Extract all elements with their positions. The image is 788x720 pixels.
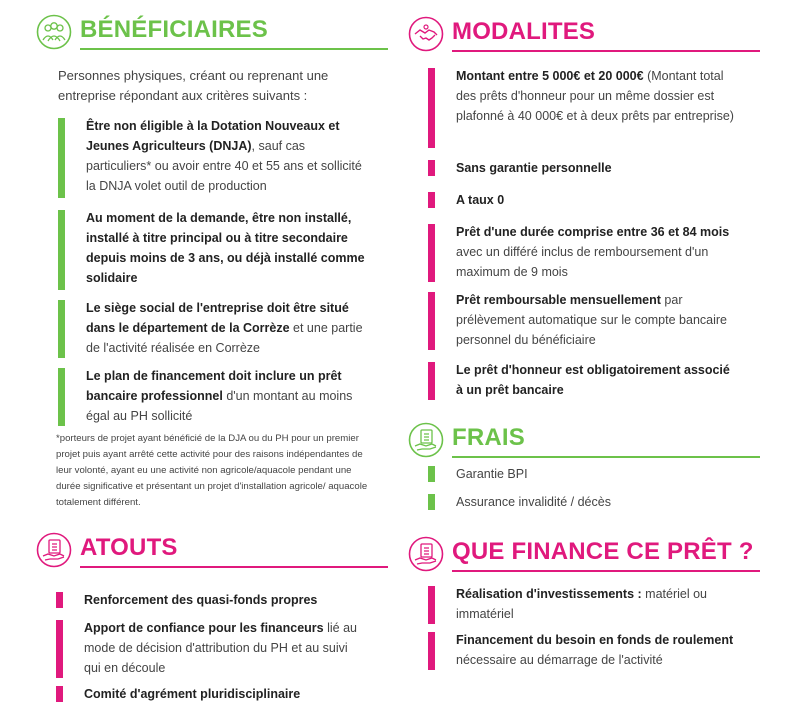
section-title: MODALITES bbox=[452, 18, 596, 45]
list-item: Être non éligible à la Dotation Nouveaux et Jeunes Agriculteurs (DNJA), sauf cas particuliers* ou avoir entre 40 et 55 ans et sollicité la DNJA volet outil de production bbox=[58, 116, 368, 196]
item-bar bbox=[58, 118, 65, 198]
list-item: Comité d'agrément pluridisciplinaire bbox=[56, 684, 366, 704]
money-hand-icon bbox=[408, 536, 444, 572]
section-rule bbox=[80, 566, 388, 568]
list-item: Financement du besoin en fonds de roulement nécessaire au démarrage de l'activité bbox=[428, 630, 738, 670]
list-item: A taux 0 bbox=[428, 190, 738, 210]
list-item: Le prêt d'honneur est obligatoirement associé à un prêt bancaire bbox=[428, 360, 738, 400]
item-bar bbox=[428, 292, 435, 350]
item-bar bbox=[58, 210, 65, 290]
list-item: Garantie BPI bbox=[428, 464, 738, 484]
section-rule bbox=[80, 48, 388, 50]
section-title: ATOUTS bbox=[80, 534, 178, 561]
list-item: Montant entre 5 000€ et 20 000€ (Montant total des prêts d'honneur pour un même dossier est plafonné à 40 000€ et à deux prêts par entreprise) bbox=[428, 66, 738, 126]
people-icon bbox=[36, 14, 72, 50]
item-bar bbox=[428, 192, 435, 208]
item-bar bbox=[56, 620, 63, 678]
list-item: Assurance invalidité / décès bbox=[428, 492, 738, 512]
item-bar bbox=[428, 68, 435, 148]
list-item: Apport de confiance pour les financeurs lié au mode de décision d'attribution du PH et au suivi qui en découle bbox=[56, 618, 366, 678]
section-rule bbox=[452, 50, 760, 52]
section-header bbox=[408, 532, 760, 576]
item-bar bbox=[428, 362, 435, 400]
item-bar bbox=[428, 224, 435, 282]
list-item: Réalisation d'investissements : matériel ou immatériel bbox=[428, 584, 738, 624]
item-bar bbox=[56, 592, 63, 608]
section-header bbox=[36, 528, 388, 572]
list-item: Prêt d'une durée comprise entre 36 et 84 mois avec un différé inclus de remboursement d'un maximum de 9 mois bbox=[428, 222, 738, 282]
item-bar bbox=[428, 632, 435, 670]
list-item: Renforcement des quasi-fonds propres bbox=[56, 590, 366, 610]
money-hand-icon bbox=[408, 422, 444, 458]
intro-text: Personnes physiques, créant ou reprenant une entreprise répondant aux critères suivants : bbox=[58, 68, 329, 103]
footnote: *porteurs de projet ayant bénéficié de la DJA ou du PH pour un premier projet puis ayant arrêté cette activité pour des raisons indépendantes de leur volonté, ayant eu une activité non agricole/aquacole pendant une durée significative et présentant un projet d'installation agricole/ aquacole totalement différent. bbox=[56, 433, 368, 508]
section-rule bbox=[452, 570, 760, 572]
section-header bbox=[408, 12, 760, 56]
money-hand-icon bbox=[36, 532, 72, 568]
item-bar bbox=[428, 586, 435, 624]
section-header bbox=[36, 10, 388, 54]
section-header bbox=[408, 418, 760, 462]
section-beneficiaires bbox=[36, 10, 388, 508]
section-title: FRAIS bbox=[452, 424, 525, 451]
section-modalites bbox=[408, 12, 760, 397]
list-item: Le siège social de l'entreprise doit être situé dans le département de la Corrèze et une partie de l'activité réalisée en Corrèze bbox=[58, 298, 368, 358]
item-bar bbox=[428, 466, 435, 482]
section-rule bbox=[452, 456, 760, 458]
section-frais bbox=[408, 418, 760, 509]
handshake-icon bbox=[408, 16, 444, 52]
section-title: BÉNÉFICIAIRES bbox=[80, 16, 268, 43]
item-bar bbox=[428, 494, 435, 510]
item-bar bbox=[58, 368, 65, 426]
list-item: Le plan de financement doit inclure un prêt bancaire professionnel d'un montant au moins égal au PH sollicité bbox=[58, 366, 368, 426]
section-atouts bbox=[36, 528, 388, 701]
item-bar bbox=[56, 686, 63, 702]
item-bar bbox=[428, 160, 435, 176]
item-bar bbox=[58, 300, 65, 358]
list-item: Sans garantie personnelle bbox=[428, 158, 738, 178]
section-finance bbox=[408, 532, 760, 667]
list-item: Au moment de la demande, être non installé, installé à titre principal ou à titre secondaire depuis moins de 3 ans, ou déjà installé comme solidaire bbox=[58, 208, 368, 288]
section-title: QUE FINANCE CE PRÊT ? bbox=[452, 538, 754, 565]
list-item: Prêt remboursable mensuellement par prélèvement automatique sur le compte bancaire personnel du bénéficiaire bbox=[428, 290, 738, 350]
